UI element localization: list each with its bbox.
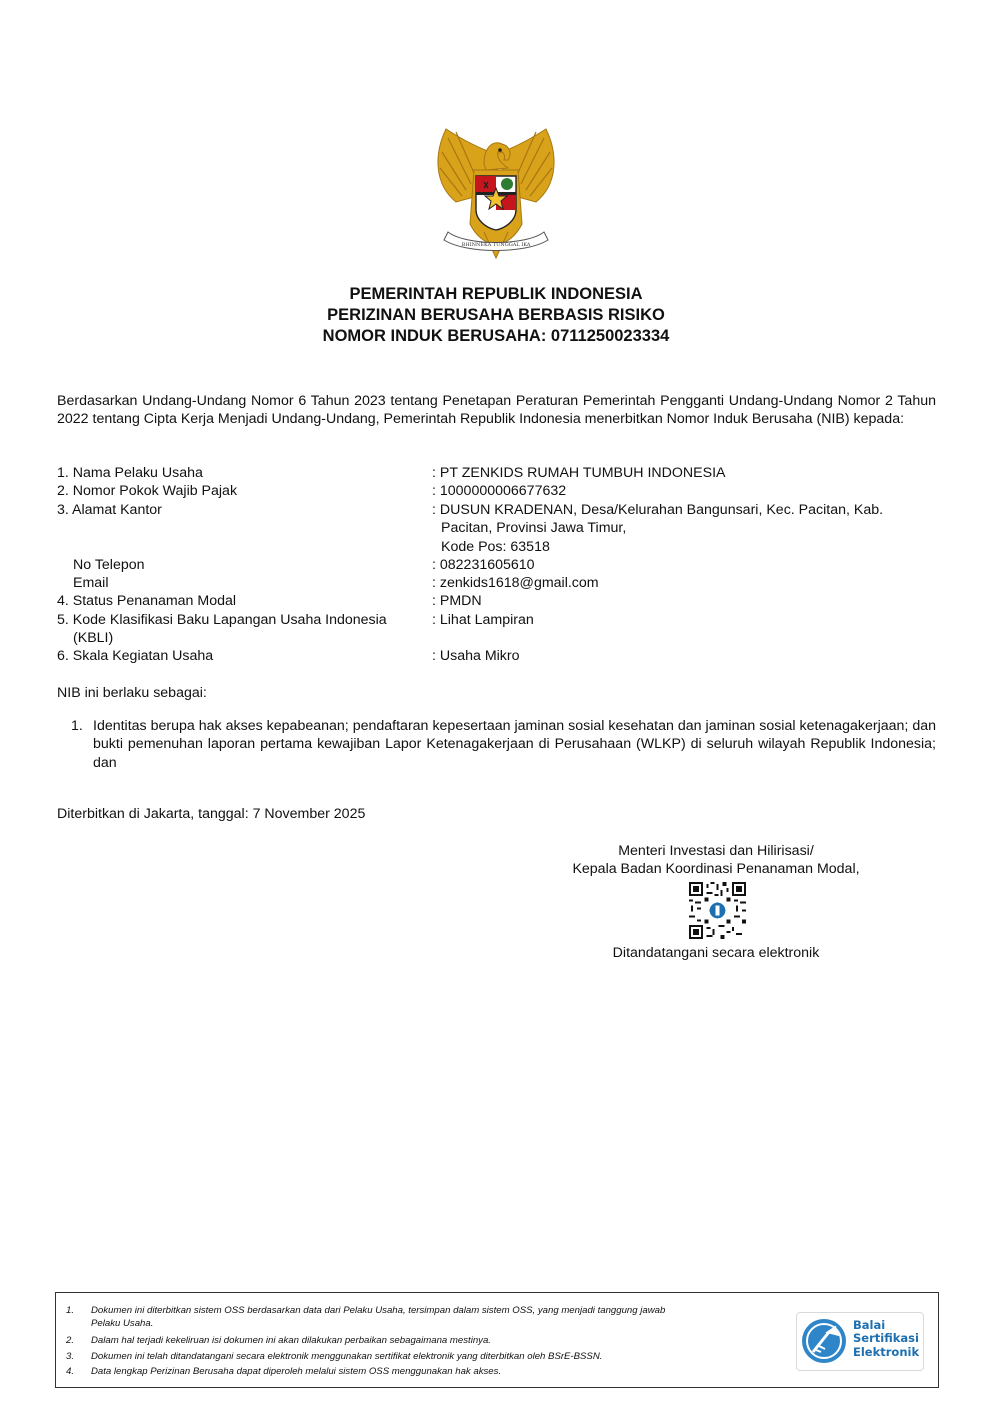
field-label-alamat: 3. Alamat Kantor — [57, 502, 162, 518]
field-label-status: 4. Status Penanaman Modal — [57, 593, 237, 609]
field-value-skala: : Usaha Mikro — [432, 648, 520, 664]
footer-note-number: 2. — [66, 1335, 75, 1346]
footer-note-text-line1: Dokumen ini diterbitkan sistem OSS berdasarkan data dari Pelaku Usaha, tersimpan dalam sistem OSS, yang menjadi tanggung jawab — [91, 1305, 666, 1316]
bsre-line3: Elektronik — [853, 1344, 920, 1359]
issued-date: Diterbitkan di Jakarta, tanggal: 7 November 2025 — [57, 806, 366, 822]
list-item-text: Identitas berupa hak akses kepabeanan; pendaftaran kepesertaan jaminan sosial kesehatan dan jaminan sosial ketenagakerjaan; dan bukti pemenuhan laporan pertama kewajiban Lapor Ketenagakerjaan di Perusahaan (WLKP) di seluruh wilayah Republik Indonesia; dan — [93, 718, 936, 771]
field-value-status: : PMDN — [432, 593, 482, 609]
field-value-alamat-line2: Pacitan, Provinsi Jawa Timur, — [441, 520, 627, 537]
field-value-nama: : PT ZENKIDS RUMAH TUMBUH INDONESIA — [432, 465, 726, 481]
signed-electronically-note: Ditandatangani secara elektronik — [612, 945, 820, 961]
list-item — [71, 717, 936, 772]
footer-note-number: 4. — [66, 1366, 75, 1377]
field-label-kbli-line2: (KBLI) — [73, 630, 114, 647]
field-label-kbli — [57, 611, 417, 648]
footer-note-text: Dalam hal terjadi kekeliruan isi dokumen ini akan dilakukan perbaikan sebagaimana mestinya. — [91, 1335, 491, 1346]
qr-code-icon — [689, 882, 746, 939]
header-permit-type: PERIZINAN BERUSAHA BERBASIS RISIKO — [327, 306, 665, 324]
bsre-logo — [796, 1312, 924, 1371]
field-value-alamat — [432, 501, 932, 556]
footer-note-number: 3. — [66, 1351, 75, 1362]
field-label-email: Email — [73, 575, 109, 591]
svg-text:BHINNEKA TUNGGAL IKA: BHINNEKA TUNGGAL IKA — [461, 242, 531, 248]
field-label-npwp: 2. Nomor Pokok Wajib Pajak — [57, 483, 238, 499]
field-label-nama: 1. Nama Pelaku Usaha — [57, 465, 203, 481]
field-value-kbli: : Lihat Lampiran — [432, 612, 534, 628]
header-government: PEMERINTAH REPUBLIK INDONESIA — [349, 285, 643, 303]
bsre-logo-icon — [799, 1316, 849, 1366]
validity-list — [71, 717, 936, 772]
bsre-line2: Sertifikasi — [853, 1331, 919, 1346]
field-value-email: : zenkids1618@gmail.com — [432, 575, 599, 591]
validity-intro: NIB ini berlaku sebagai: — [57, 685, 207, 701]
field-label-kbli-line1: 5. Kode Klasifikasi Baku Lapangan Usaha Indonesia — [57, 612, 387, 628]
footer-note-text — [91, 1304, 791, 1330]
footer-note-text-line2: Pelaku Usaha. — [91, 1318, 154, 1329]
field-value-npwp: : 1000000006677632 — [432, 483, 567, 499]
field-value-telepon: : 082231605610 — [432, 557, 535, 573]
field-label-skala: 6. Skala Kegiatan Usaha — [57, 648, 214, 664]
footer-note-text: Data lengkap Perizinan Berusaha dapat diperoleh melalui sistem OSS menggunakan hak akses. — [91, 1366, 502, 1377]
header-nib-number: NOMOR INDUK BERUSAHA: 0711250023334 — [322, 327, 670, 345]
field-value-alamat-line3: Kode Pos: 63518 — [441, 538, 550, 555]
garuda-pancasila-emblem-icon — [426, 124, 566, 266]
signer-title-line1: Menteri Investasi dan Hilirisasi/ — [618, 843, 814, 859]
signer-title-line2: Kepala Badan Koordinasi Penanaman Modal, — [572, 861, 860, 877]
list-item-number: 1. — [71, 718, 83, 734]
bsre-line1: Balai — [853, 1318, 886, 1332]
footer-note-text: Dokumen ini telah ditandatangani secara elektronik menggunakan sertifikat elektronik yang diterbitkan oleh BSrE-BSSN. — [91, 1351, 603, 1362]
field-value-alamat-line1: : DUSUN KRADENAN, Desa/Kelurahan Bangunsari, Kec. Pacitan, Kab. — [432, 502, 884, 518]
bsre-logo-text — [853, 1319, 919, 1359]
field-label-telepon: No Telepon — [73, 557, 145, 573]
footer-note-number: 1. — [66, 1305, 75, 1316]
intro-paragraph: Berdasarkan Undang-Undang Nomor 6 Tahun 2023 tentang Penetapan Peraturan Pemerintah Pengganti Undang-Undang Nomor 2 Tahun 2022 tentang Cipta Kerja Menjadi Undang-Undang, Pemerintah Republik Indonesia menerbitkan Nomor Induk Berusaha (NIB) kepada: — [57, 393, 936, 428]
